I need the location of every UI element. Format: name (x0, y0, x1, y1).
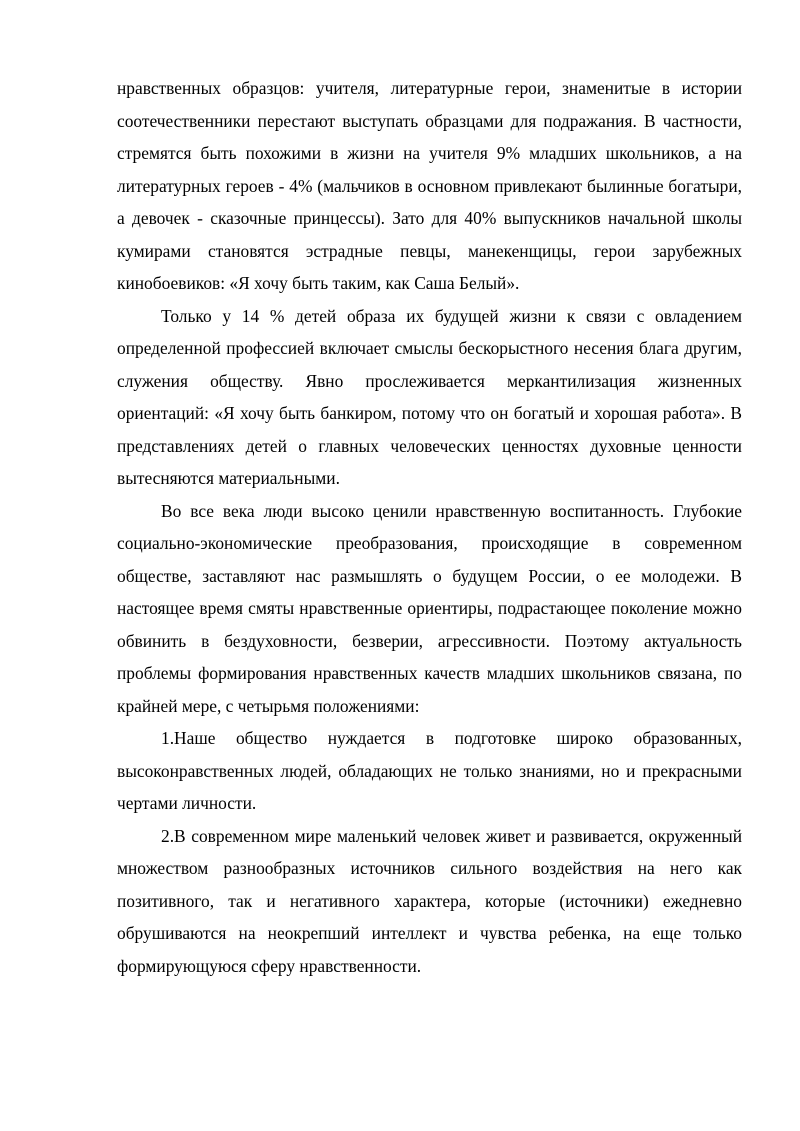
document-body (117, 72, 742, 982)
list-item-2: 2.В современном мире маленький человек живет и развивается, окруженный множеством разнообразных источников сильного воздействия на него как позитивного, так и негативного характера, которые (источники) ежедневно обрушиваются на неокрепший интеллект и чувства ребенка, на еще только формирующуюся сферу нравственности. (117, 825, 742, 976)
paragraph-2: Только у 14 % детей образа их будущей жизни к связи с овладением определенной профессией включает смыслы бескорыстного несения блага другим, служения обществу. Явно прослеживается меркантилизация жизненных ориентаций: «Я хочу быть банкиром, потому что он богатый и хорошая работа». В представлениях детей о главных человеческих ценностях духовные ценности вытесняются материальными. (117, 305, 742, 488)
paragraph-3: Во все века люди высоко ценили нравственную воспитанность. Глубокие социально-экономические преобразования, происходящие в современном обществе, заставляют нас размышлять о будущем России, о ее молодежи. В настоящее время смяты нравственные ориентиры, подрастающее поколение можно обвинить в бездуховности, безверии, агрессивности. Поэтому актуальность проблемы формирования нравственных качеств младших школьников связана, по крайней мере, с четырьмя положениями: (117, 500, 742, 716)
list-item-1: 1.Наше общество нуждается в подготовке широко образованных, высоконравственных людей, обладающих не только знаниями, но и прекрасными чертами личности. (117, 728, 742, 813)
paragraph-1: нравственных образцов: учителя, литературные герои, знаменитые в истории соотечественники перестают выступать образцами для подражания. В частности, стремятся быть похожими в жизни на учителя 9% младших школьников, а на литературных героев - 4% (мальчиков в основном привлекают былинные богатыри, а девочек - сказочные принцессы). Зато для 40% выпускников начальной школы кумирами становятся эстрадные певцы, манекенщицы, герои зарубежных кинобоевиков: «Я хочу быть таким, как Саша Белый». (117, 78, 742, 293)
